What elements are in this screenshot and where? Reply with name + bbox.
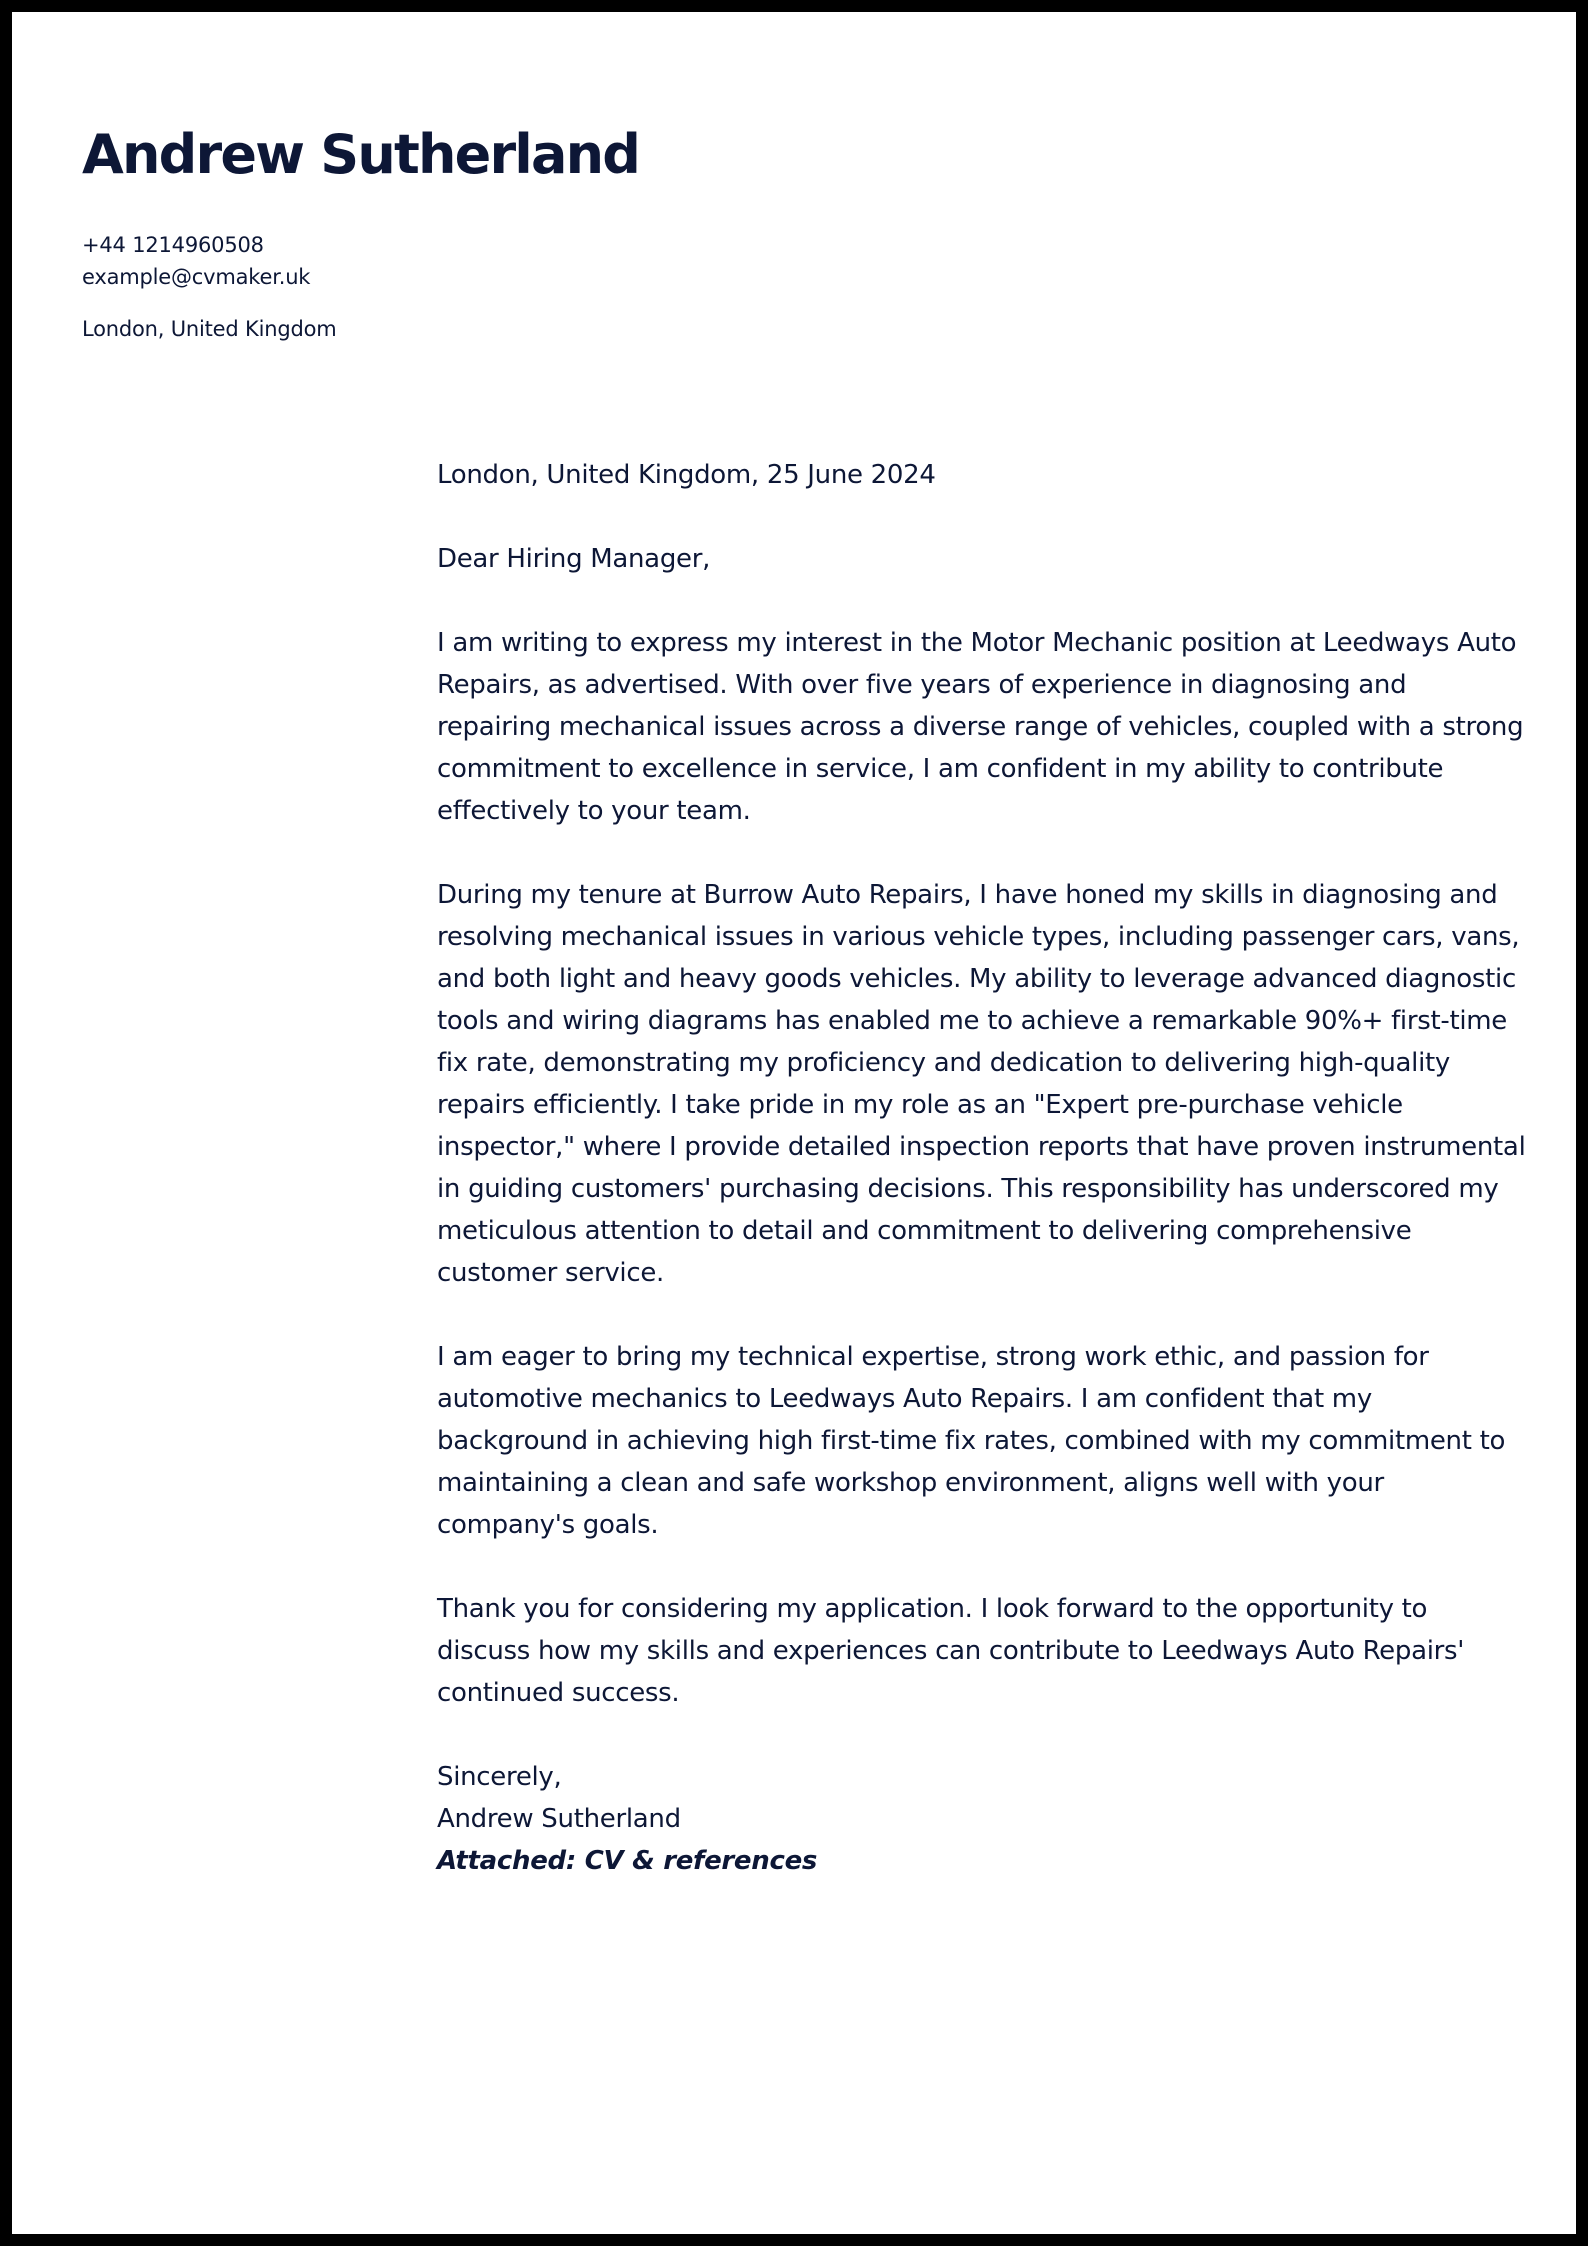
paragraph-experience: During my tenure at Burrow Auto Repairs, I have honed my skills in diagnosing and resolving mechanical issues in various vehicle types, including passenger cars, vans, and both light and heavy goods vehicles. My ability to leverage advanced diagnostic tools and wiring diagrams has enabled me to achieve a remarkable 90%+ first-time fix rate, demonstrating my proficiency and dedication to delivering high-quality repairs efficiently. I take pride in my role as an "Expert pre-purchase vehicle inspector," where I provide detailed inspection reports that have proven instrumental in guiding customers' purchasing decisions. This responsibility has underscored my meticulous attention to detail and commitment to delivering comprehensive customer service. (437, 880, 1526, 1288)
paragraph-introduction: I am writing to express my interest in the Motor Mechanic position at Leedways Auto Repairs, as advertised. With over five years of experience in diagnosing and repairing mechanical issues across a diverse range of vehicles, coupled with a strong commitment to excellence in service, I am confident in my ability to contribute effectively to your team. (437, 628, 1524, 826)
closing-phrase: Sincerely, (437, 1762, 562, 1792)
applicant-name: Andrew Sutherland (82, 123, 640, 186)
contact-details (82, 229, 336, 345)
postal-address: London, United Kingdom (82, 317, 337, 341)
phone-number: +44 1214960508 (82, 233, 264, 257)
signature-name: Andrew Sutherland (437, 1804, 681, 1834)
salutation: Dear Hiring Manager, (437, 544, 711, 574)
letter-body (437, 454, 1527, 1882)
signature-block (437, 1756, 1527, 1882)
cover-letter-page (12, 12, 1576, 2234)
paragraph-motivation: I am eager to bring my technical expertise, strong work ethic, and passion for automotive mechanics to Leedways Auto Repairs. I am confident that my background in achieving high first-time fix rates, combined with my commitment to maintaining a clean and safe workshop environment, aligns well with your company's goals. (437, 1342, 1506, 1540)
date-line: London, United Kingdom, 25 June 2024 (437, 460, 936, 490)
attachment-note: Attached: CV & references (437, 1846, 818, 1876)
paragraph-closing: Thank you for considering my application. I look forward to the opportunity to discuss how my skills and experiences can contribute to Leedways Auto Repairs' continued success. (437, 1594, 1465, 1708)
email-address: example@cvmaker.uk (82, 265, 311, 289)
